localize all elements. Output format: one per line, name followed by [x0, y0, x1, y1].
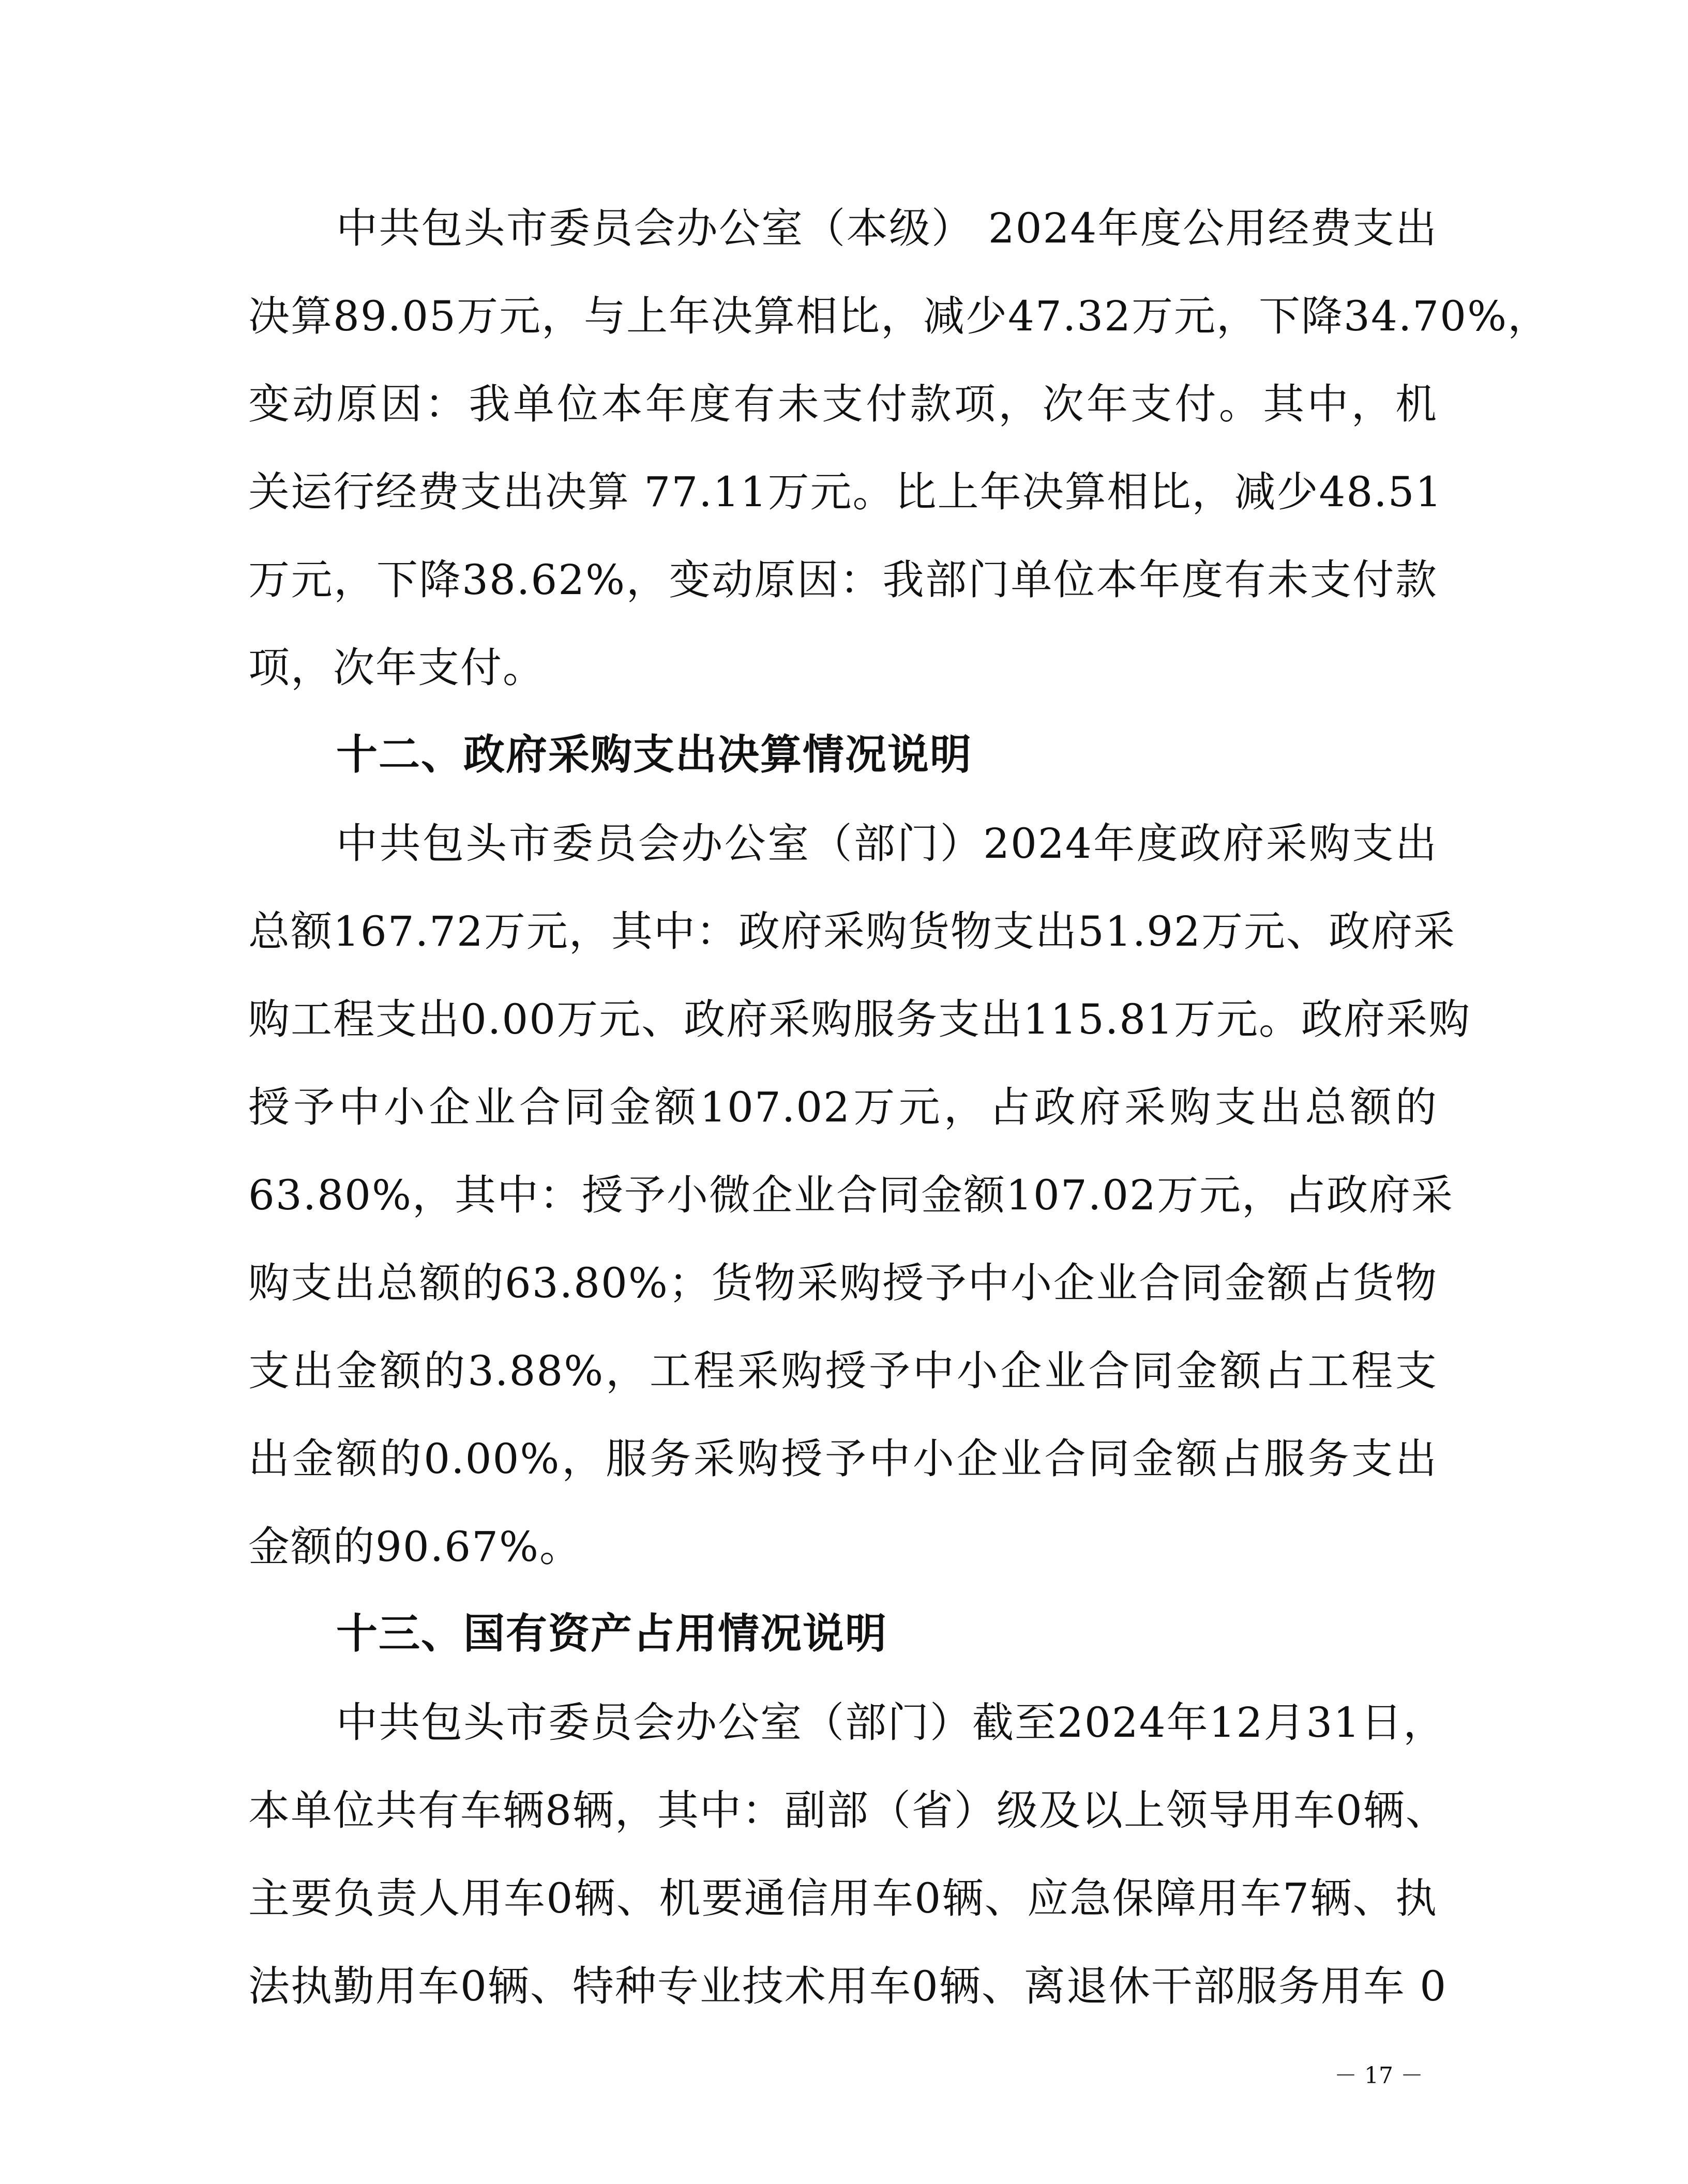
paragraph-line: 万元，下降38.62%，变动原因：我部门单位本年度有未支付款 [248, 556, 1438, 604]
paragraph-line: 购支出总额的63.80%；货物采购授予中小企业合同金额占货物 [248, 1259, 1438, 1307]
paragraph-line: 中共包头市委员会办公室（本级） 2024年度公用经费支出 [336, 204, 1438, 252]
paragraph-line: 项，次年支付。 [248, 644, 545, 692]
paragraph-line: 支出金额的3.88%，工程采购授予中小企业合同金额占工程支 [248, 1347, 1438, 1395]
section-heading-procurement: 十二、政府采购支出决算情况说明 [336, 731, 972, 779]
paragraph-line: 主要负责人用车0辆、机要通信用车0辆、应急保障用车7辆、执 [248, 1874, 1438, 1922]
paragraph-line: 出金额的0.00%，服务采购授予中小企业合同金额占服务支出 [248, 1435, 1438, 1483]
paragraph-line: 法执勤用车0辆、特种专业技术用车0辆、离退休干部服务用车 0 [248, 1962, 1448, 2010]
paragraph-line: 中共包头市委员会办公室（部门）2024年度政府采购支出 [336, 820, 1438, 868]
paragraph-line: 总额167.72万元，其中：政府采购货物支出51.92万元、政府采 [248, 907, 1456, 956]
page-number: － 17 － [1334, 2062, 1423, 2089]
paragraph-line: 变动原因：我单位本年度有未支付款项，次年支付。其中，机 [248, 380, 1438, 428]
paragraph-line: 中共包头市委员会办公室（部门）截至2024年12月31日， [336, 1698, 1446, 1747]
paragraph-line: 本单位共有车辆8辆，其中：副部（省）级及以上领导用车0辆、 [248, 1786, 1448, 1834]
paragraph-line: 购工程支出0.00万元、政府采购服务支出115.81万元。政府采购 [248, 995, 1471, 1043]
paragraph-line: 金额的90.67%。 [248, 1523, 582, 1571]
paragraph-line: 授予中小企业合同金额107.02万元，占政府采购支出总额的 [248, 1083, 1438, 1131]
paragraph-line: 关运行经费支出决算 77.11万元。比上年决算相比，减少48.51 [248, 468, 1443, 516]
paragraph-line: 63.80%，其中：授予小微企业合同金额107.02万元，占政府采 [248, 1171, 1454, 1219]
section-heading-state-assets: 十三、国有资产占用情况说明 [336, 1610, 887, 1658]
paragraph-line: 决算89.05万元，与上年决算相比，减少47.32万元，下降34.70%， [248, 292, 1550, 340]
